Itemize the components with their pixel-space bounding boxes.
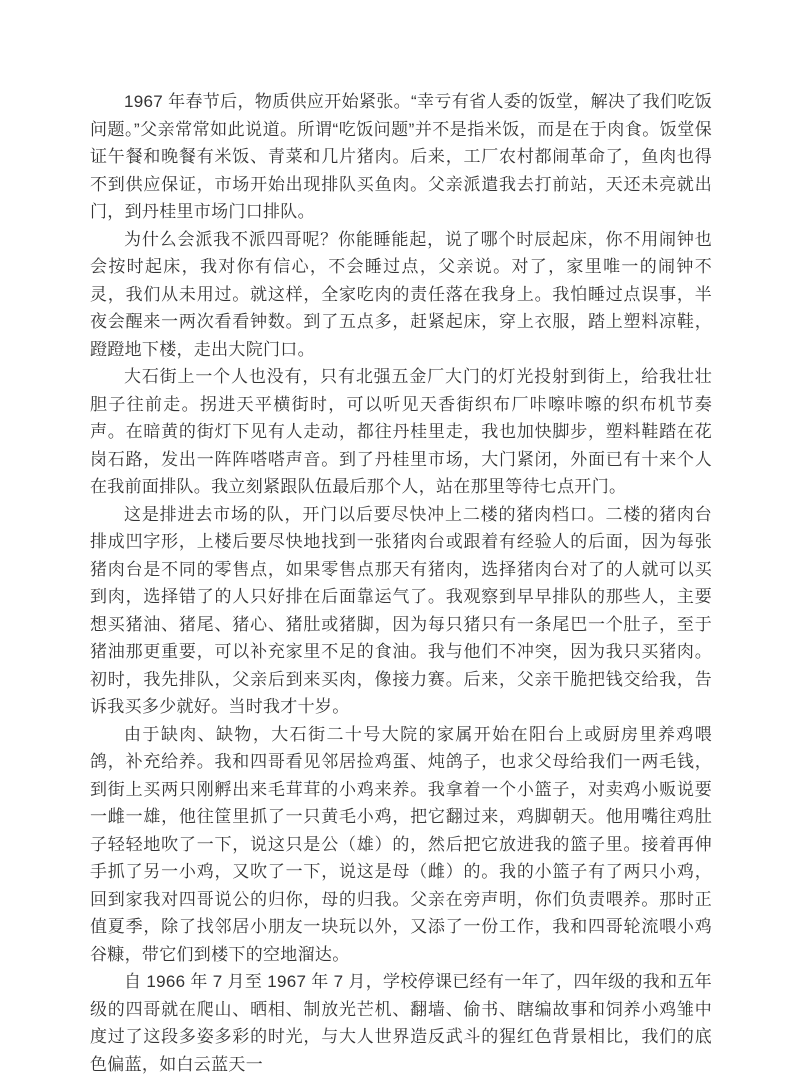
paragraph-1: 1967 年春节后，物质供应开始紧张。“幸亏有省人委的饭堂，解决了我们吃饭问题。”父亲常常如此说道。所谓“吃饭问题”并不是指米饭，而是在于肉食。饭堂保证午餐和晚餐有米饭、青菜和几片猪肉。后来，工厂农村都闹革命了，鱼肉也得不到供应保证，市场开始出现排队买鱼肉。父亲派遣我去打前站，天还未亮就出门，到丹桂里市场门口排队。 [90,92,712,221]
paragraph-3: 大石街上一个人也没有，只有北强五金厂大门的灯光投射到街上，给我壮壮胆子往前走。拐进天平横街时，可以听见天香街织布厂咔嚓咔嚓的织布机节奏声。在暗黄的街灯下见有人走动，都往丹桂里走，我也加快脚步，塑料鞋踏在花岗石路，发出一阵阵嗒嗒声音。到了丹桂里市场，大门紧闭，外面已有十来个人在我前面排队。我立刻紧跟队伍最后那个人，站在那里等待七点开门。 [90,367,712,496]
paragraph-5: 由于缺肉、缺物，大石街二十号大院的家属开始在阳台上或厨房里养鸡喂鸽，补充给养。我和四哥看见邻居捡鸡蛋、炖鸽子，也求父母给我们一两毛钱，到街上买两只刚孵出来毛茸茸的小鸡来养。我拿着一个小篮子，对卖鸡小贩说要一雌一雄，他往筐里抓了一只黄毛小鸡，把它翻过来，鸡脚朝天。他用嘴往鸡肚子轻轻地吹了一下，说这只是公（雄）的，然后把它放进我的篮子里。接着再伸手抓了另一小鸡，又吹了一下，说这是母（雌）的。我的小篮子有了两只小鸡，回到家我对四哥说公的归你，母的归我。父亲在旁声明，你们负责喂养。那时正值夏季，除了找邻居小朋友一块玩以外，又添了一份工作，我和四哥轮流喂小鸡谷糠，带它们到楼下的空地溜达。 [90,724,712,964]
paragraph-2: 为什么会派我不派四哥呢？你能睡能起，说了哪个时辰起床，你不用闹钟也会按时起床，我对你有信心，不会睡过点，父亲说。对了，家里唯一的闹钟不灵，我们从未用过。就这样，全家吃肉的责任落在我身上。我怕睡过点误事，半夜会醒来一两次看看钟数。到了五点多，赶紧起床，穿上衣服，踏上塑料凉鞋，蹬蹬地下楼，走出大院门口。 [90,229,712,359]
paragraph-4: 这是排进去市场的队，开门以后要尽快冲上二楼的猪肉档口。二楼的猪肉台排成凹字形，上楼后要尽快地找到一张猪肉台或跟着有经验人的后面，因为每张猪肉台是不同的零售点，如果零售点那天有猪肉，选择猪肉台对了的人就可以买到肉，选择错了的人只好排在后面靠运气了。我观察到早早排队的那些人，主要想买猪油、猪尾、猪心、猪肚或猪脚，因为每只猪只有一条尾巴一个肚子，至于猪油那更重要，可以补充家里不足的食油。我与他们不冲突，因为我只买猪肉。初时，我先排队，父亲后到来买肉，像接力赛。后来，父亲干脆把钱交给我，告诉我买多少就好。当时我才十岁。 [90,504,712,716]
paragraph-6: 自 1966 年 7 月至 1967 年 7 月，学校停课已经有一年了，四年级的我和五年级的四哥就在爬山、晒相、制放光芒机、翻墙、偷书、瞎编故事和饲养小鸡雏中度过了这段多姿多彩的时光，与大人世界造反武斗的猩红色背景相比，我们的底色偏蓝，如白云蓝天一 [90,972,712,1074]
document-body [90,88,712,1078]
